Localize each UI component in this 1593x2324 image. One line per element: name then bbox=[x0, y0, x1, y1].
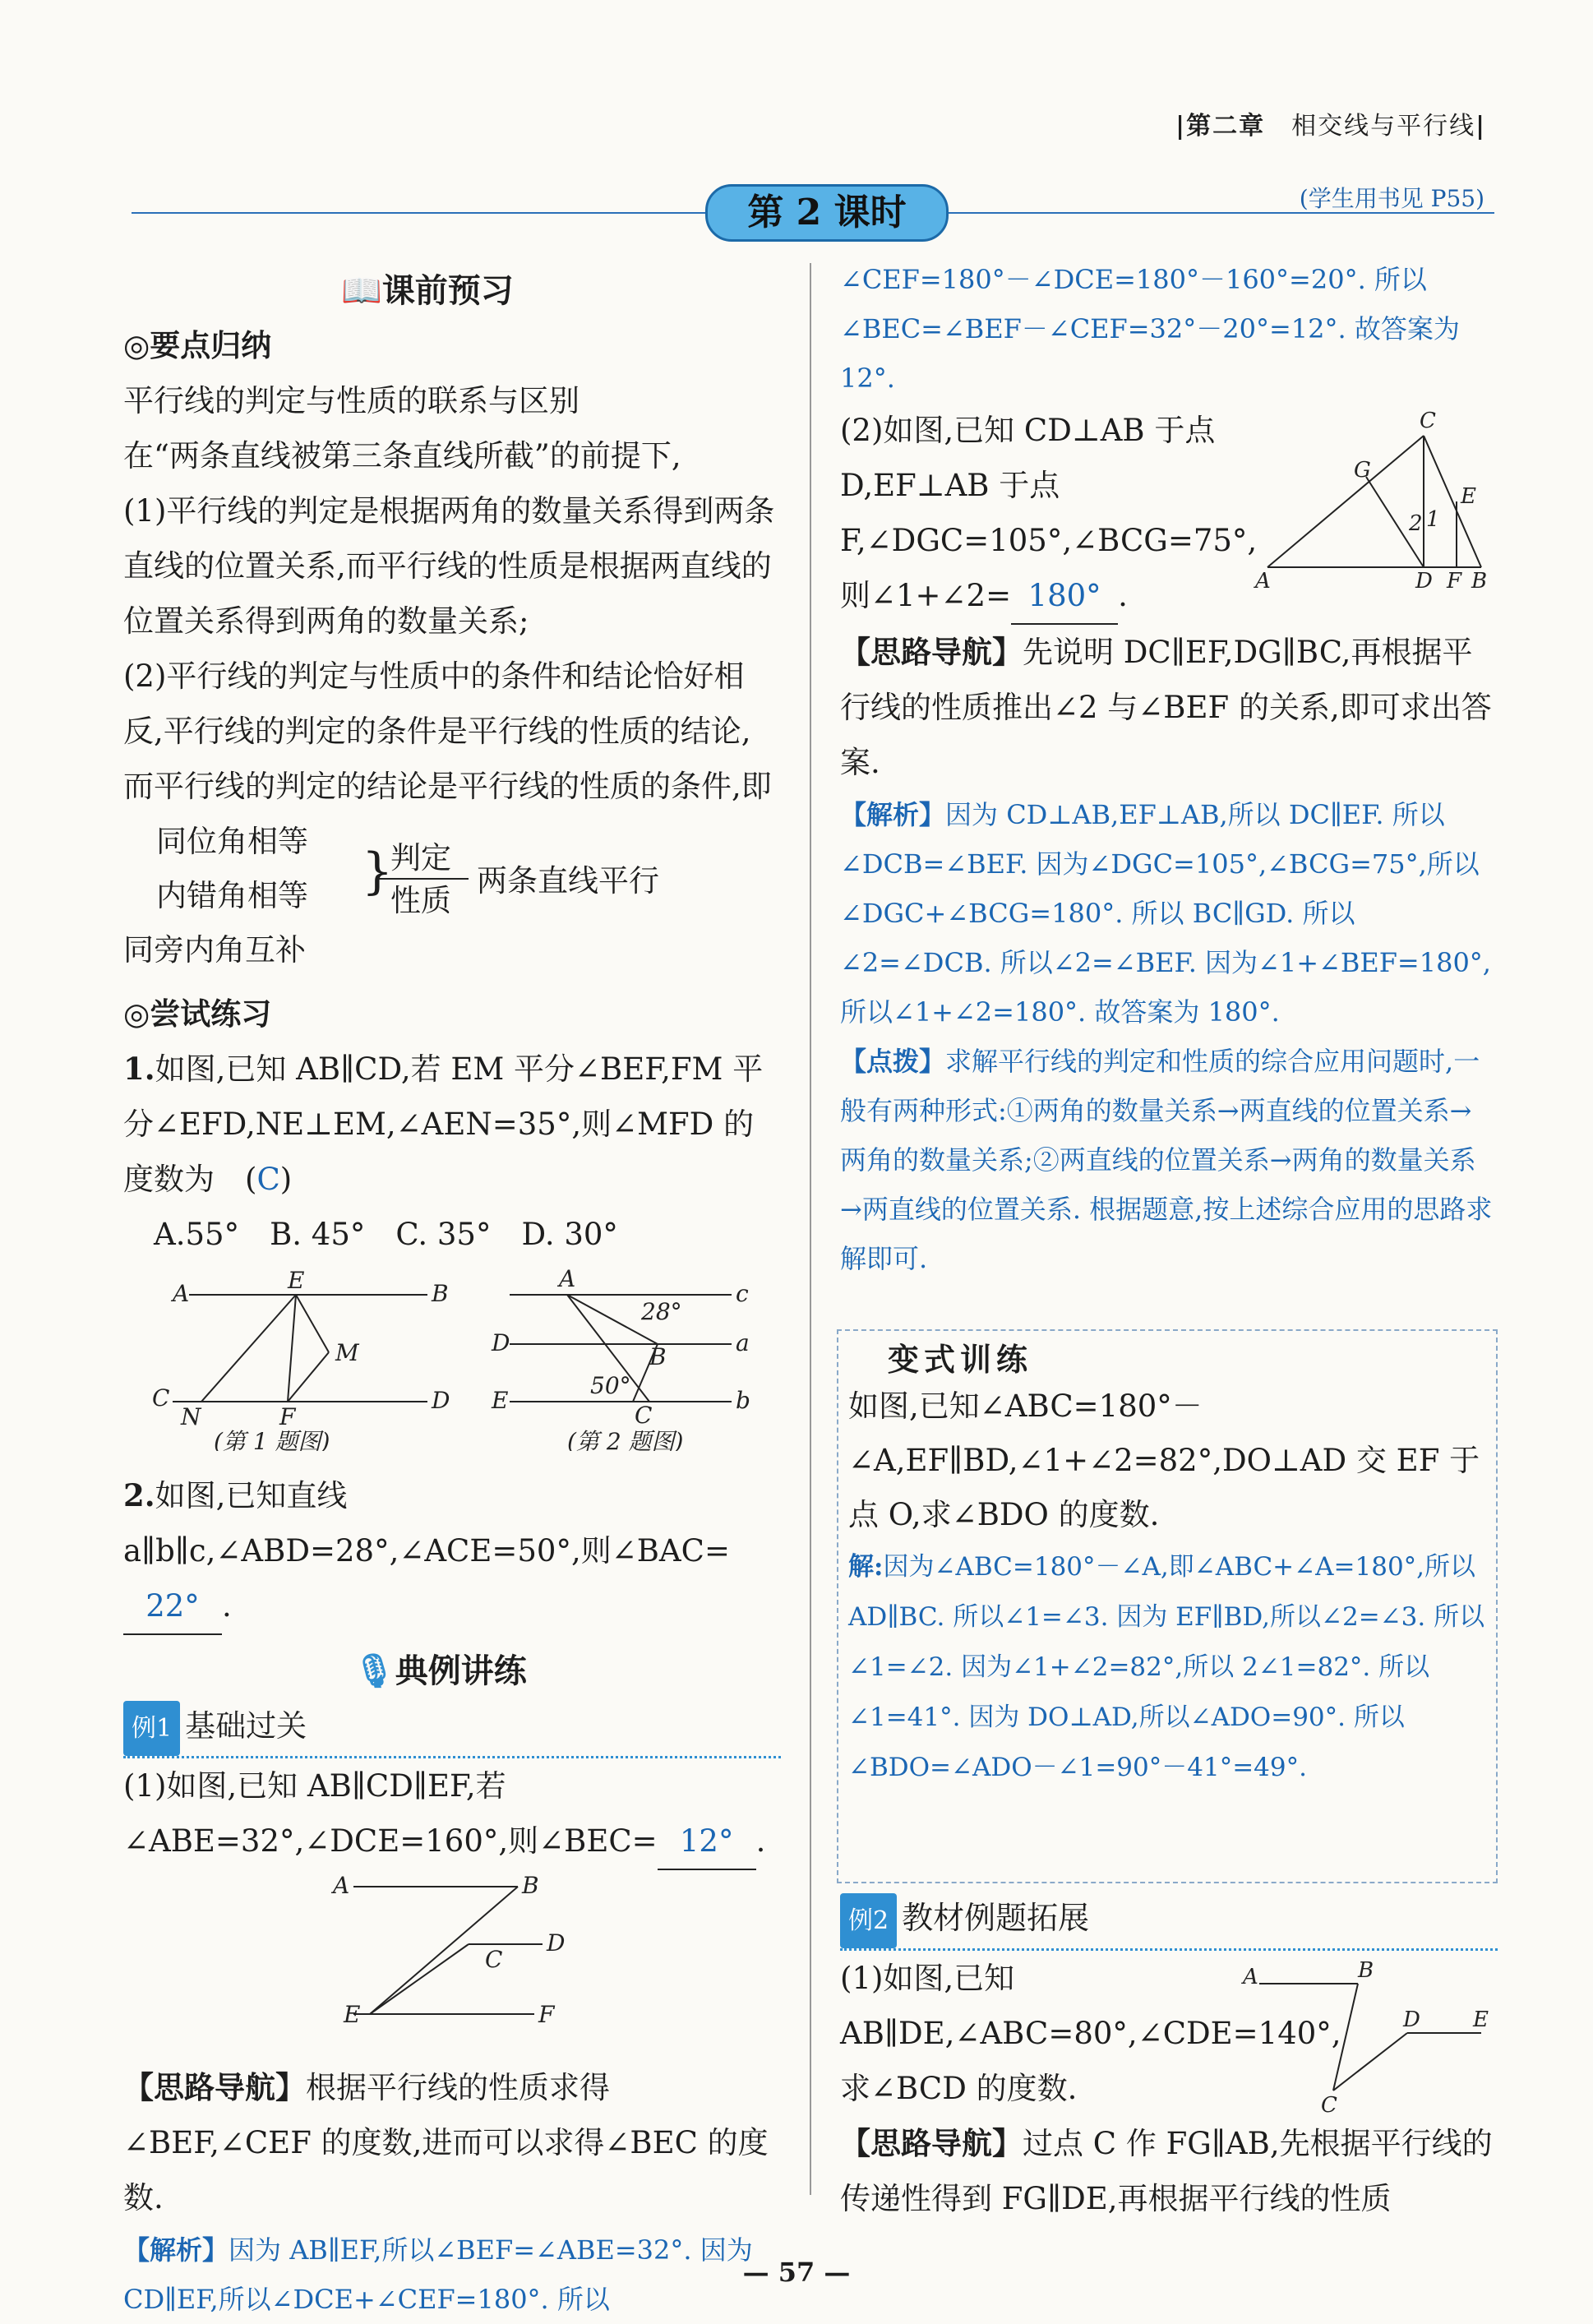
summary-diagram: 同位角相等 内错角相等 同旁内角互补 } 判定 性质 两条直线平行 bbox=[123, 814, 781, 986]
svg-text:D: D bbox=[492, 1329, 510, 1356]
svg-text:28°: 28° bbox=[641, 1298, 682, 1325]
ex1-solution: 【解析】因为 AB∥EF,所以∠BEF=∠ABE=32°. 因为 CD∥EF,所以∠DCE+∠CEF=180°. 所以 bbox=[123, 2234, 753, 2315]
q1: 1.如图,已知 AB∥CD,若 EM 平分∠BEF,FM 平分∠EFD,NE⊥EM,∠AEN=35°,则∠MFD 的度数为 (C) bbox=[123, 1051, 764, 1197]
svg-text:(第 1 题图): (第 1 题图) bbox=[214, 1428, 330, 1451]
svg-text:C: C bbox=[485, 1946, 503, 1973]
svg-text:a: a bbox=[736, 1329, 750, 1356]
svg-text:E: E bbox=[1461, 484, 1476, 509]
variant-solution: 解:因为∠ABC=180°－∠A,即∠ABC+∠A=180°,所以 AD∥BC. 所以∠1=∠3. 因为 EF∥BD,所以∠2=∠3. 所以∠1=∠2. 因为∠1+∠2=82°,所以 2∠1=82°. 所以∠1=41°. 因为 DO⊥AD,所以∠ADO=90°. 所以∠BDO=∠ADO－∠1=90°－41°=49°. bbox=[848, 1552, 1485, 1782]
svg-text:A: A bbox=[559, 1265, 576, 1292]
svg-text:E: E bbox=[1473, 2008, 1489, 2032]
ex1-solution2: 【解析】因为 CD⊥AB,EF⊥AB,所以 DC∥EF. 所以∠DCB=∠BEF. 因为∠DGC=105°,∠BCG=75°,所以∠DGC+∠BCG=180°. 所以 BC∥GD. 所以∠2=∠DCB. 所以∠2=∠BEF. 因为∠1+∠BEF=180°,所以∠1+∠2=180°. 故答案为 180°. bbox=[840, 799, 1491, 1028]
figures-q1-q2 bbox=[123, 1262, 781, 1451]
lesson-banner: 第 2 课时 bbox=[705, 184, 949, 242]
svg-text:C: C bbox=[635, 1402, 653, 1429]
svg-text:B: B bbox=[522, 1872, 539, 1899]
svg-text:B: B bbox=[649, 1343, 667, 1370]
right-column bbox=[840, 255, 1498, 1283]
ex2-guide: 【思路导航】过点 C 作 FG∥AB,先根据平行线的传递性得到 FG∥DE,再根据平行线的性质 bbox=[840, 2125, 1493, 2216]
svg-text:F: F bbox=[538, 2001, 555, 2028]
ex2-section bbox=[840, 1891, 1498, 2226]
ex1-question: (1)如图,已知 AB∥CD∥EF,若∠ABE=32°,∠DCE=160°,则∠BEC= 12° . bbox=[123, 1758, 781, 1870]
angle-pair-2: 内错角相等 bbox=[156, 878, 308, 913]
svg-text:G: G bbox=[1354, 458, 1371, 483]
q2: 2.如图,已知直线 a∥b∥c,∠ABD=28°,∠ACE=50°,则∠BAC=22° . bbox=[123, 1468, 781, 1635]
svg-text:D: D bbox=[547, 1929, 566, 1957]
q1-options: A.55° B. 45° C. 35° D. 30° bbox=[154, 1217, 618, 1252]
ex1-note: 【点拨】求解平行线的判定和性质的综合应用问题时,一般有两种形式:①两角的数量关系→两直线的位置关系→两角的数量关系;②两直线的位置关系→两角的数量关系→两直线的位置关系. 根据题意,按上述综合应用的思路求解即可. bbox=[840, 1046, 1493, 1274]
para3: (2)平行线的判定与性质中的条件和结论恰好相反,平行线的判定的条件是平行线的性质的结论,而平行线的判定的结论是平行线的性质的条件,即 bbox=[123, 658, 772, 804]
svg-text:2: 2 bbox=[1409, 511, 1423, 536]
judge-label: 判定 bbox=[390, 840, 451, 876]
practice-title: ◎尝试练习 bbox=[123, 996, 272, 1032]
ex1-solution-cont: ∠CEF=180°－∠DCE=180°－160°=20°. 所以∠BEC=∠BEF－∠CEF=32°－20°=12°. 故答案为 12°. bbox=[840, 264, 1460, 394]
examples-title: 🎙典例讲练 bbox=[353, 1652, 527, 1690]
page-number: — 57 — bbox=[742, 2257, 851, 2288]
svg-text:E: E bbox=[288, 1267, 305, 1294]
svg-text:B: B bbox=[1358, 1958, 1374, 1983]
para2: (1)平行线的判定是根据两角的数量关系得到两条直线的位置关系,而平行线的性质是根据两直线的位置关系得到两角的数量关系; bbox=[123, 493, 775, 639]
key-points-title: ◎要点归纳 bbox=[123, 327, 272, 363]
svg-text:F: F bbox=[279, 1403, 296, 1430]
chapter-header: |第二章 相交线与平行线| bbox=[1175, 112, 1486, 141]
svg-text:A: A bbox=[333, 1872, 350, 1899]
variant-question: 如图,已知∠ABC=180°－∠A,EF∥BD,∠1+∠2=82°,DO⊥AD 交 EF 于点 O,求∠BDO 的度数. bbox=[848, 1388, 1480, 1532]
book-reference: (学生用书见 P55) bbox=[1299, 185, 1484, 212]
para1: 在“两条直线被第三条直线所截”的前提下, bbox=[123, 438, 681, 474]
svg-text:M: M bbox=[335, 1339, 359, 1366]
book-icon: 📖 bbox=[341, 271, 382, 310]
angle-pair-3: 同旁内角互补 bbox=[123, 932, 306, 968]
property-label: 性质 bbox=[390, 883, 451, 918]
ex2-heading: 例2 教材例题拓展 bbox=[840, 1891, 1498, 1951]
svg-text:C: C bbox=[1420, 409, 1436, 433]
topic: 平行线的判定与性质的联系与区别 bbox=[123, 383, 579, 418]
variant-title: 变式训练 bbox=[888, 1341, 1033, 1378]
ex1-guide: 【思路导航】根据平行线的性质求得∠BEF,∠CEF 的度数,进而可以求得∠BEC 的度数. bbox=[123, 2069, 769, 2215]
svg-text:(第 2 题图): (第 2 题图) bbox=[567, 1428, 684, 1451]
svg-text:C: C bbox=[1321, 2093, 1337, 2115]
svg-text:C: C bbox=[152, 1384, 170, 1411]
preview-title: 📖课前预习 bbox=[341, 271, 514, 310]
svg-text:B: B bbox=[432, 1280, 449, 1307]
variant-box bbox=[837, 1329, 1498, 1883]
svg-text:D: D bbox=[432, 1387, 450, 1414]
svg-text:50°: 50° bbox=[590, 1372, 631, 1399]
ex1-q2-figure bbox=[1251, 403, 1498, 592]
svg-text:F: F bbox=[1447, 569, 1462, 592]
ex2-figure bbox=[1235, 1951, 1498, 2115]
left-column bbox=[123, 263, 781, 2324]
microphone-icon: 🎙 bbox=[353, 1652, 395, 1690]
angle-pair-1: 同位角相等 bbox=[156, 824, 308, 859]
svg-text:D: D bbox=[1403, 2008, 1420, 2032]
svg-text:E: E bbox=[492, 1387, 509, 1414]
svg-text:b: b bbox=[736, 1387, 750, 1414]
svg-text:N: N bbox=[181, 1403, 201, 1430]
svg-text:c: c bbox=[736, 1280, 749, 1307]
svg-text:A: A bbox=[173, 1280, 190, 1307]
svg-text:A: A bbox=[1255, 569, 1271, 592]
ex1-heading: 例1 基础过关 bbox=[123, 1698, 781, 1758]
svg-text:A: A bbox=[1243, 1965, 1258, 1989]
ex1-guide2: 【思路导航】先说明 DC∥EF,DG∥BC,再根据平行线的性质推出∠2 与∠BEF 的关系,即可求出答案. bbox=[840, 634, 1492, 780]
svg-text:E: E bbox=[344, 2001, 361, 2028]
ex1-q2: (2)如图,已知 CD⊥AB 于点 D,EF⊥AB 于点 F,∠DGC=105°,∠BCG=75°,则∠1+∠2= 180° . A C D F B E G 1 2 bbox=[840, 403, 1498, 625]
ex2-question: (1)如图,已知 AB∥DE,∠ABC=80°,∠CDE=140°,求∠BCD 的度数. bbox=[840, 1961, 1341, 2106]
column-divider bbox=[810, 263, 811, 2195]
ex1-figure bbox=[123, 1870, 781, 2043]
svg-text:1: 1 bbox=[1426, 507, 1440, 532]
parallel-label: 两条直线平行 bbox=[477, 863, 659, 899]
svg-text:B: B bbox=[1471, 569, 1488, 592]
svg-text:D: D bbox=[1415, 569, 1433, 592]
